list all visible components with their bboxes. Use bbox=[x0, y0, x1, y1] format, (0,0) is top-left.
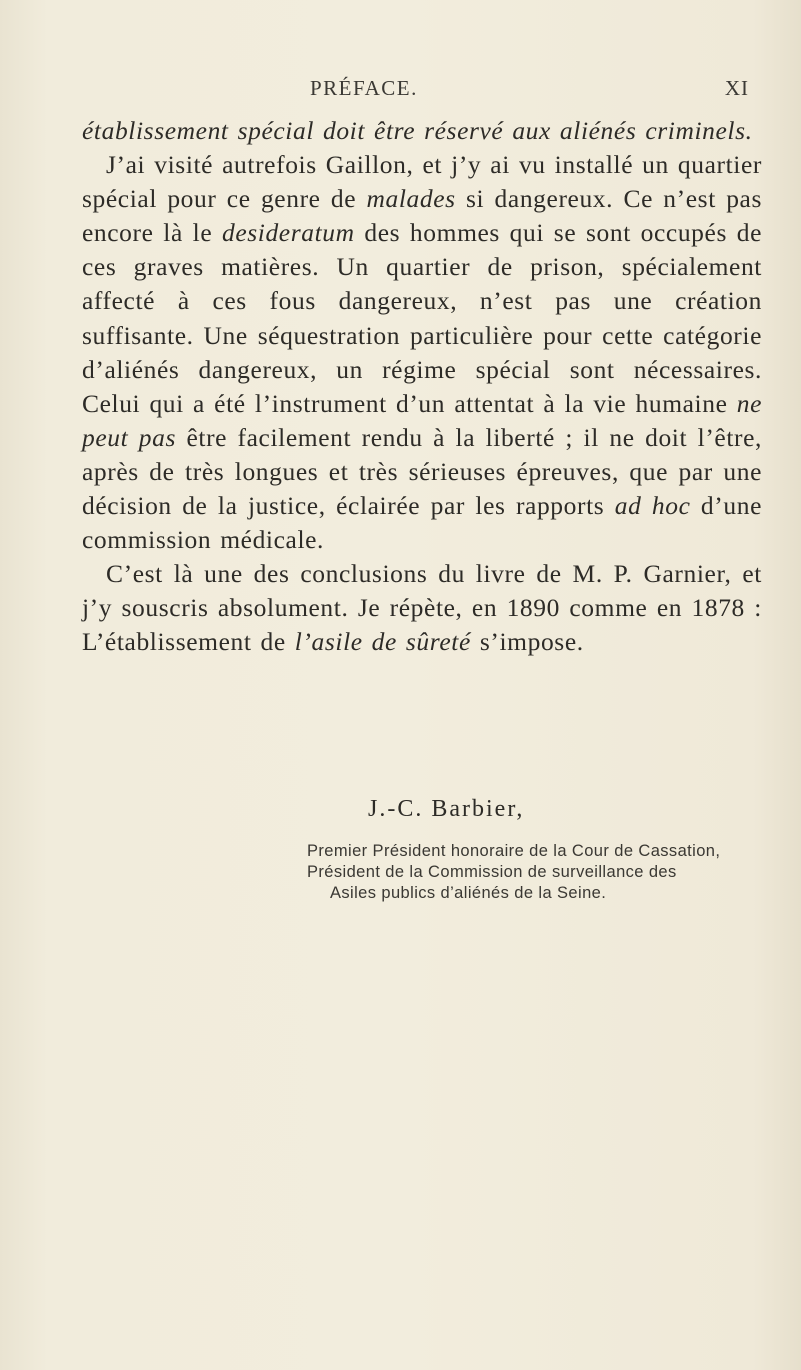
text-run: J’ai visité autrefois Gaillon, et j’y ai vu installé un quartier spécial pour ce genre de bbox=[82, 150, 762, 214]
italic-text: l’asile de sûreté bbox=[294, 627, 471, 657]
italic-text: ne peut pas bbox=[82, 388, 762, 452]
italic-text: desideratum bbox=[221, 218, 355, 248]
page-header bbox=[0, 76, 801, 106]
italic-text: établissement spécial doit être réservé aux aliénés criminels. bbox=[82, 116, 753, 145]
italic-text: ad hoc bbox=[614, 491, 691, 521]
body-text bbox=[82, 114, 762, 660]
paragraph-conclusion bbox=[82, 557, 762, 659]
author-name: J.-C. Barbier, bbox=[368, 796, 525, 822]
author-title-line: Asiles publics d’aliénés de la Seine. bbox=[330, 884, 607, 902]
author-title-line: Président de la Commission de surveillance des bbox=[307, 863, 677, 881]
paragraph-continuation bbox=[82, 114, 762, 148]
text-run: être facilement rendu à la liberté ; il ne doit l’être, après de très longues et très sérieuses épreuves, que par une décision de la justice, éclairée par les rapports bbox=[82, 422, 762, 521]
text-run: C’est là une des conclusions du livre de M. P. Garnier, et j’y souscris absolument. Je répète, en 1890 comme en 1878 : L’établissement de bbox=[82, 559, 762, 657]
page-number: XI bbox=[724, 76, 749, 100]
text-run: d’une commission médicale. bbox=[82, 491, 762, 555]
italic-text: malades bbox=[366, 184, 456, 214]
author-title-line: Premier Président honoraire de la Cour de Cassation, bbox=[307, 842, 721, 860]
text-run: s’impose. bbox=[470, 627, 584, 657]
paragraph-gaillon bbox=[82, 148, 762, 557]
running-head: PRÉFACE. bbox=[310, 76, 418, 100]
text-run: des hommes qui se sont occupés de ces graves matières. Un quartier de prison, spécialement affecté à ces fous dangereux, n’est pas une création suffisante. Une séquestration particulière pour cette catégorie d’aliénés dangereux, un régime spécial sont nécessaires. Celui qui a été l’instrument d’un attentat à la vie humaine bbox=[82, 218, 762, 418]
text-run: si dangereux. Ce n’est pas encore là le bbox=[82, 184, 762, 248]
